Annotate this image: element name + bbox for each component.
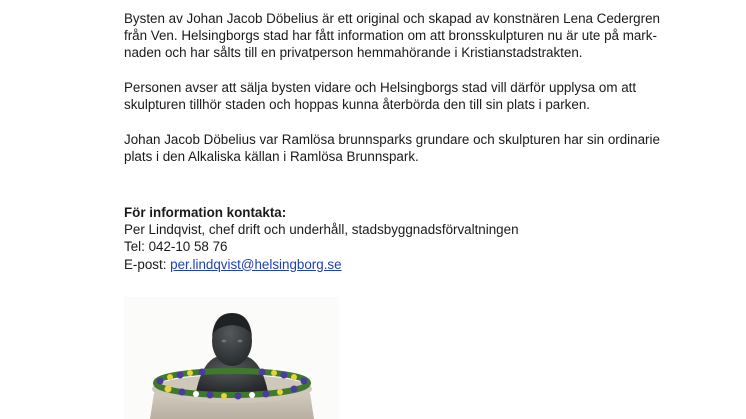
paragraph-line: naden och har sålts till en privatperson hemmahörande i Kristianstadstrakten. xyxy=(124,45,583,61)
contact-block xyxy=(124,204,644,273)
email-label: E-post: xyxy=(124,256,171,272)
email-link[interactable]: per.lindqvist@helsingborg.se xyxy=(170,256,342,272)
contact-email-row xyxy=(124,256,644,273)
contact-heading: För information kontakta: xyxy=(124,205,287,220)
contact-phone-row xyxy=(124,238,644,255)
paragraph-line: från Ven. Helsingborgs stad har fått information om att bronsskulpturen nu är ute på mark- xyxy=(124,28,657,44)
phone-label: Tel: xyxy=(124,239,149,255)
bust-photo xyxy=(124,297,339,419)
bust-photo-image xyxy=(124,297,339,419)
paragraph-line: plats i den Alkaliska källan i Ramlösa Brunnspark. xyxy=(124,149,419,165)
paragraph-line: skulpturen tillhör staden och hoppas kunna återbörda den till sin plats i parken. xyxy=(124,97,590,113)
paragraph-2 xyxy=(124,79,637,113)
paragraph-1 xyxy=(124,10,660,62)
paragraph-line: Bysten av Johan Jacob Döbelius är ett original och skapad av konstnären Lena Cedergren xyxy=(124,11,660,26)
paragraph-line: Johan Jacob Döbelius var Ramlösa brunnsparks grundare och skulpturen har sin ordinarie xyxy=(124,132,660,148)
phone-number: 042-10 58 76 xyxy=(148,239,228,255)
contact-person: Per Lindqvist, chef drift och underhåll, stadsbyggnadsförvaltningen xyxy=(124,222,519,238)
paragraph-3 xyxy=(124,131,660,165)
paragraph-line: Personen avser att sälja bysten vidare och Helsingborgs stad vill därför upplysa om att xyxy=(124,80,637,96)
article-body xyxy=(124,10,660,166)
